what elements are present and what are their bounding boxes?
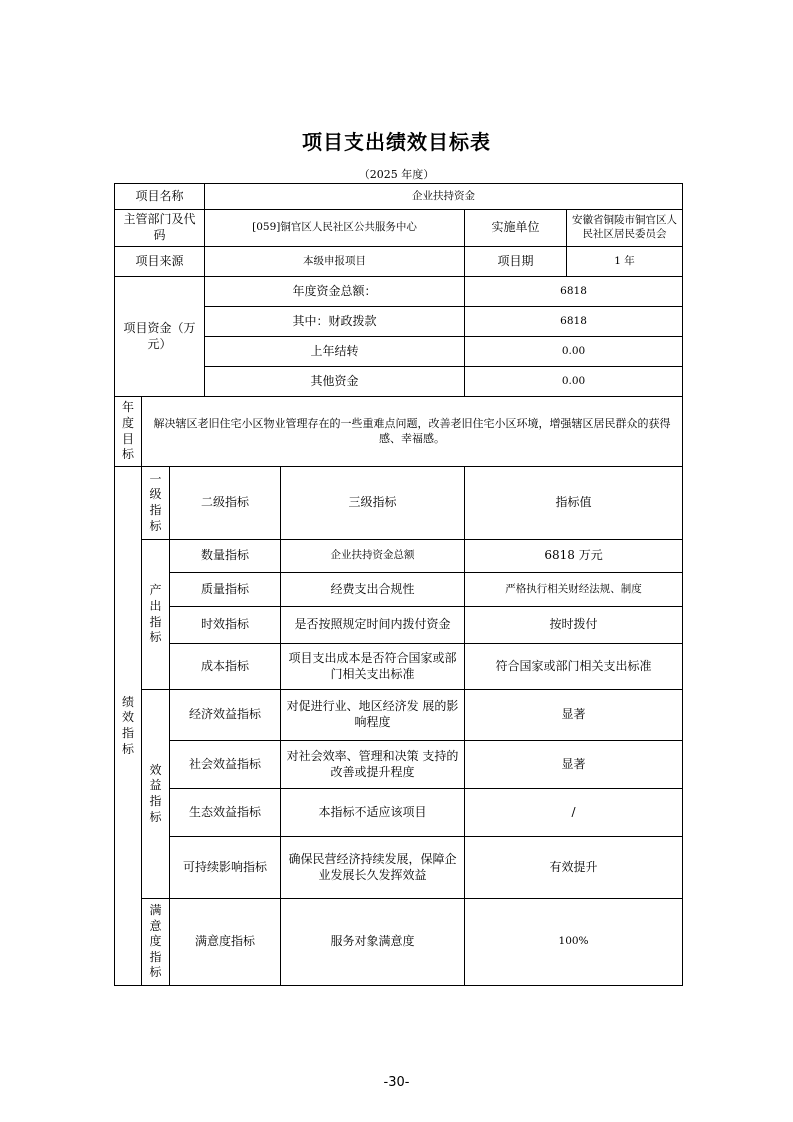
indicator-value: / (465, 789, 683, 837)
indicator-l2: 数量指标 (170, 540, 281, 573)
indicator-l3: 对促进行业、地区经济发 展的影响程度 (281, 690, 465, 741)
header-level3: 三级指标 (281, 467, 465, 540)
indicator-l2: 生态效益指标 (170, 789, 281, 837)
indicator-l3: 服务对象满意度 (281, 899, 465, 986)
indicator-value: 显著 (465, 741, 683, 789)
fund-value: 0.00 (465, 367, 683, 397)
indicator-l2: 成本指标 (170, 644, 281, 690)
header-level1: 一级指标 (142, 467, 170, 540)
indicator-row (115, 899, 683, 986)
indicator-l2: 经济效益指标 (170, 690, 281, 741)
indicator-row (115, 789, 683, 837)
row-source (115, 247, 683, 277)
indicator-l3: 经费支出合规性 (281, 573, 465, 607)
indicator-row (115, 573, 683, 607)
indicator-value: 符合国家或部门相关支出标准 (465, 644, 683, 690)
label-goal: 年度目标 (115, 397, 142, 467)
header-level2: 二级指标 (170, 467, 281, 540)
fund-label: 上年结转 (205, 337, 465, 367)
value-impl-unit: 安徽省铜陵市铜官区人民社区居民委员会 (567, 210, 683, 247)
fund-label: 其他资金 (205, 367, 465, 397)
indicator-row (115, 741, 683, 789)
fund-label: 其中：财政拨款 (205, 307, 465, 337)
label-dept: 主管部门及代码 (115, 210, 205, 247)
page-number: -30- (383, 1075, 410, 1090)
label-project-name: 项目名称 (115, 184, 205, 210)
indicator-value: 按时拨付 (465, 607, 683, 644)
fund-value: 6818 (465, 277, 683, 307)
value-source: 本级申报项目 (205, 247, 465, 277)
indicator-l3: 确保民营经济持续发展，保障企业发展长久发挥效益 (281, 837, 465, 899)
value-project-name: 企业扶持资金 (205, 184, 683, 210)
header-value: 指标值 (465, 467, 683, 540)
page-title: 项目支出绩效目标表 (302, 130, 491, 154)
value-dept: [059]铜官区人民社区公共服务中心 (205, 210, 465, 247)
indicator-row (115, 837, 683, 899)
indicator-value: 显著 (465, 690, 683, 741)
label-funds: 项目资金（万元） (115, 277, 205, 397)
indicator-l3: 是否按照规定时间内拨付资金 (281, 607, 465, 644)
indicator-l3: 对社会效率、管理和决策 支持的改善或提升程度 (281, 741, 465, 789)
performance-table (114, 183, 683, 986)
fund-value: 0.00 (465, 337, 683, 367)
label-impl-unit: 实施单位 (465, 210, 567, 247)
value-goal: 解决辖区老旧住宅小区物业管理存在的一些重难点问题，改善老旧住宅小区环境，增强辖区居民群众的获得感、幸福感。 (142, 397, 683, 467)
group-output: 产出指标 (142, 540, 170, 690)
indicator-l2: 社会效益指标 (170, 741, 281, 789)
indicator-l2: 质量指标 (170, 573, 281, 607)
indicator-l3: 企业扶持资金总额 (281, 540, 465, 573)
year-label: （2025 年度） (358, 168, 435, 181)
indicator-row (115, 690, 683, 741)
row-project-name (115, 184, 683, 210)
indicator-value: 6818 万元 (465, 540, 683, 573)
indicator-value: 100% (465, 899, 683, 986)
indicator-row (115, 607, 683, 644)
row-fund-total (115, 277, 683, 307)
group-benefit: 效益指标 (142, 690, 170, 899)
indicator-l3: 项目支出成本是否符合国家或部门相关支出标准 (281, 644, 465, 690)
indicator-value: 严格执行相关财经法规、制度 (465, 573, 683, 607)
label-source: 项目来源 (115, 247, 205, 277)
indicator-l3: 本指标不适应该项目 (281, 789, 465, 837)
row-goal (115, 397, 683, 467)
value-period: 1 年 (567, 247, 683, 277)
indicator-l2: 满意度指标 (170, 899, 281, 986)
indicator-l2: 可持续影响指标 (170, 837, 281, 899)
label-perf: 绩效指标 (115, 467, 142, 986)
indicator-row (115, 644, 683, 690)
fund-label: 年度资金总额： (205, 277, 465, 307)
fund-value: 6818 (465, 307, 683, 337)
group-satisfaction: 满意度指标 (142, 899, 170, 986)
row-dept (115, 210, 683, 247)
indicator-l2: 时效指标 (170, 607, 281, 644)
row-indicator-header (115, 467, 683, 540)
indicator-value: 有效提升 (465, 837, 683, 899)
indicator-row (115, 540, 683, 573)
label-period: 项目期 (465, 247, 567, 277)
